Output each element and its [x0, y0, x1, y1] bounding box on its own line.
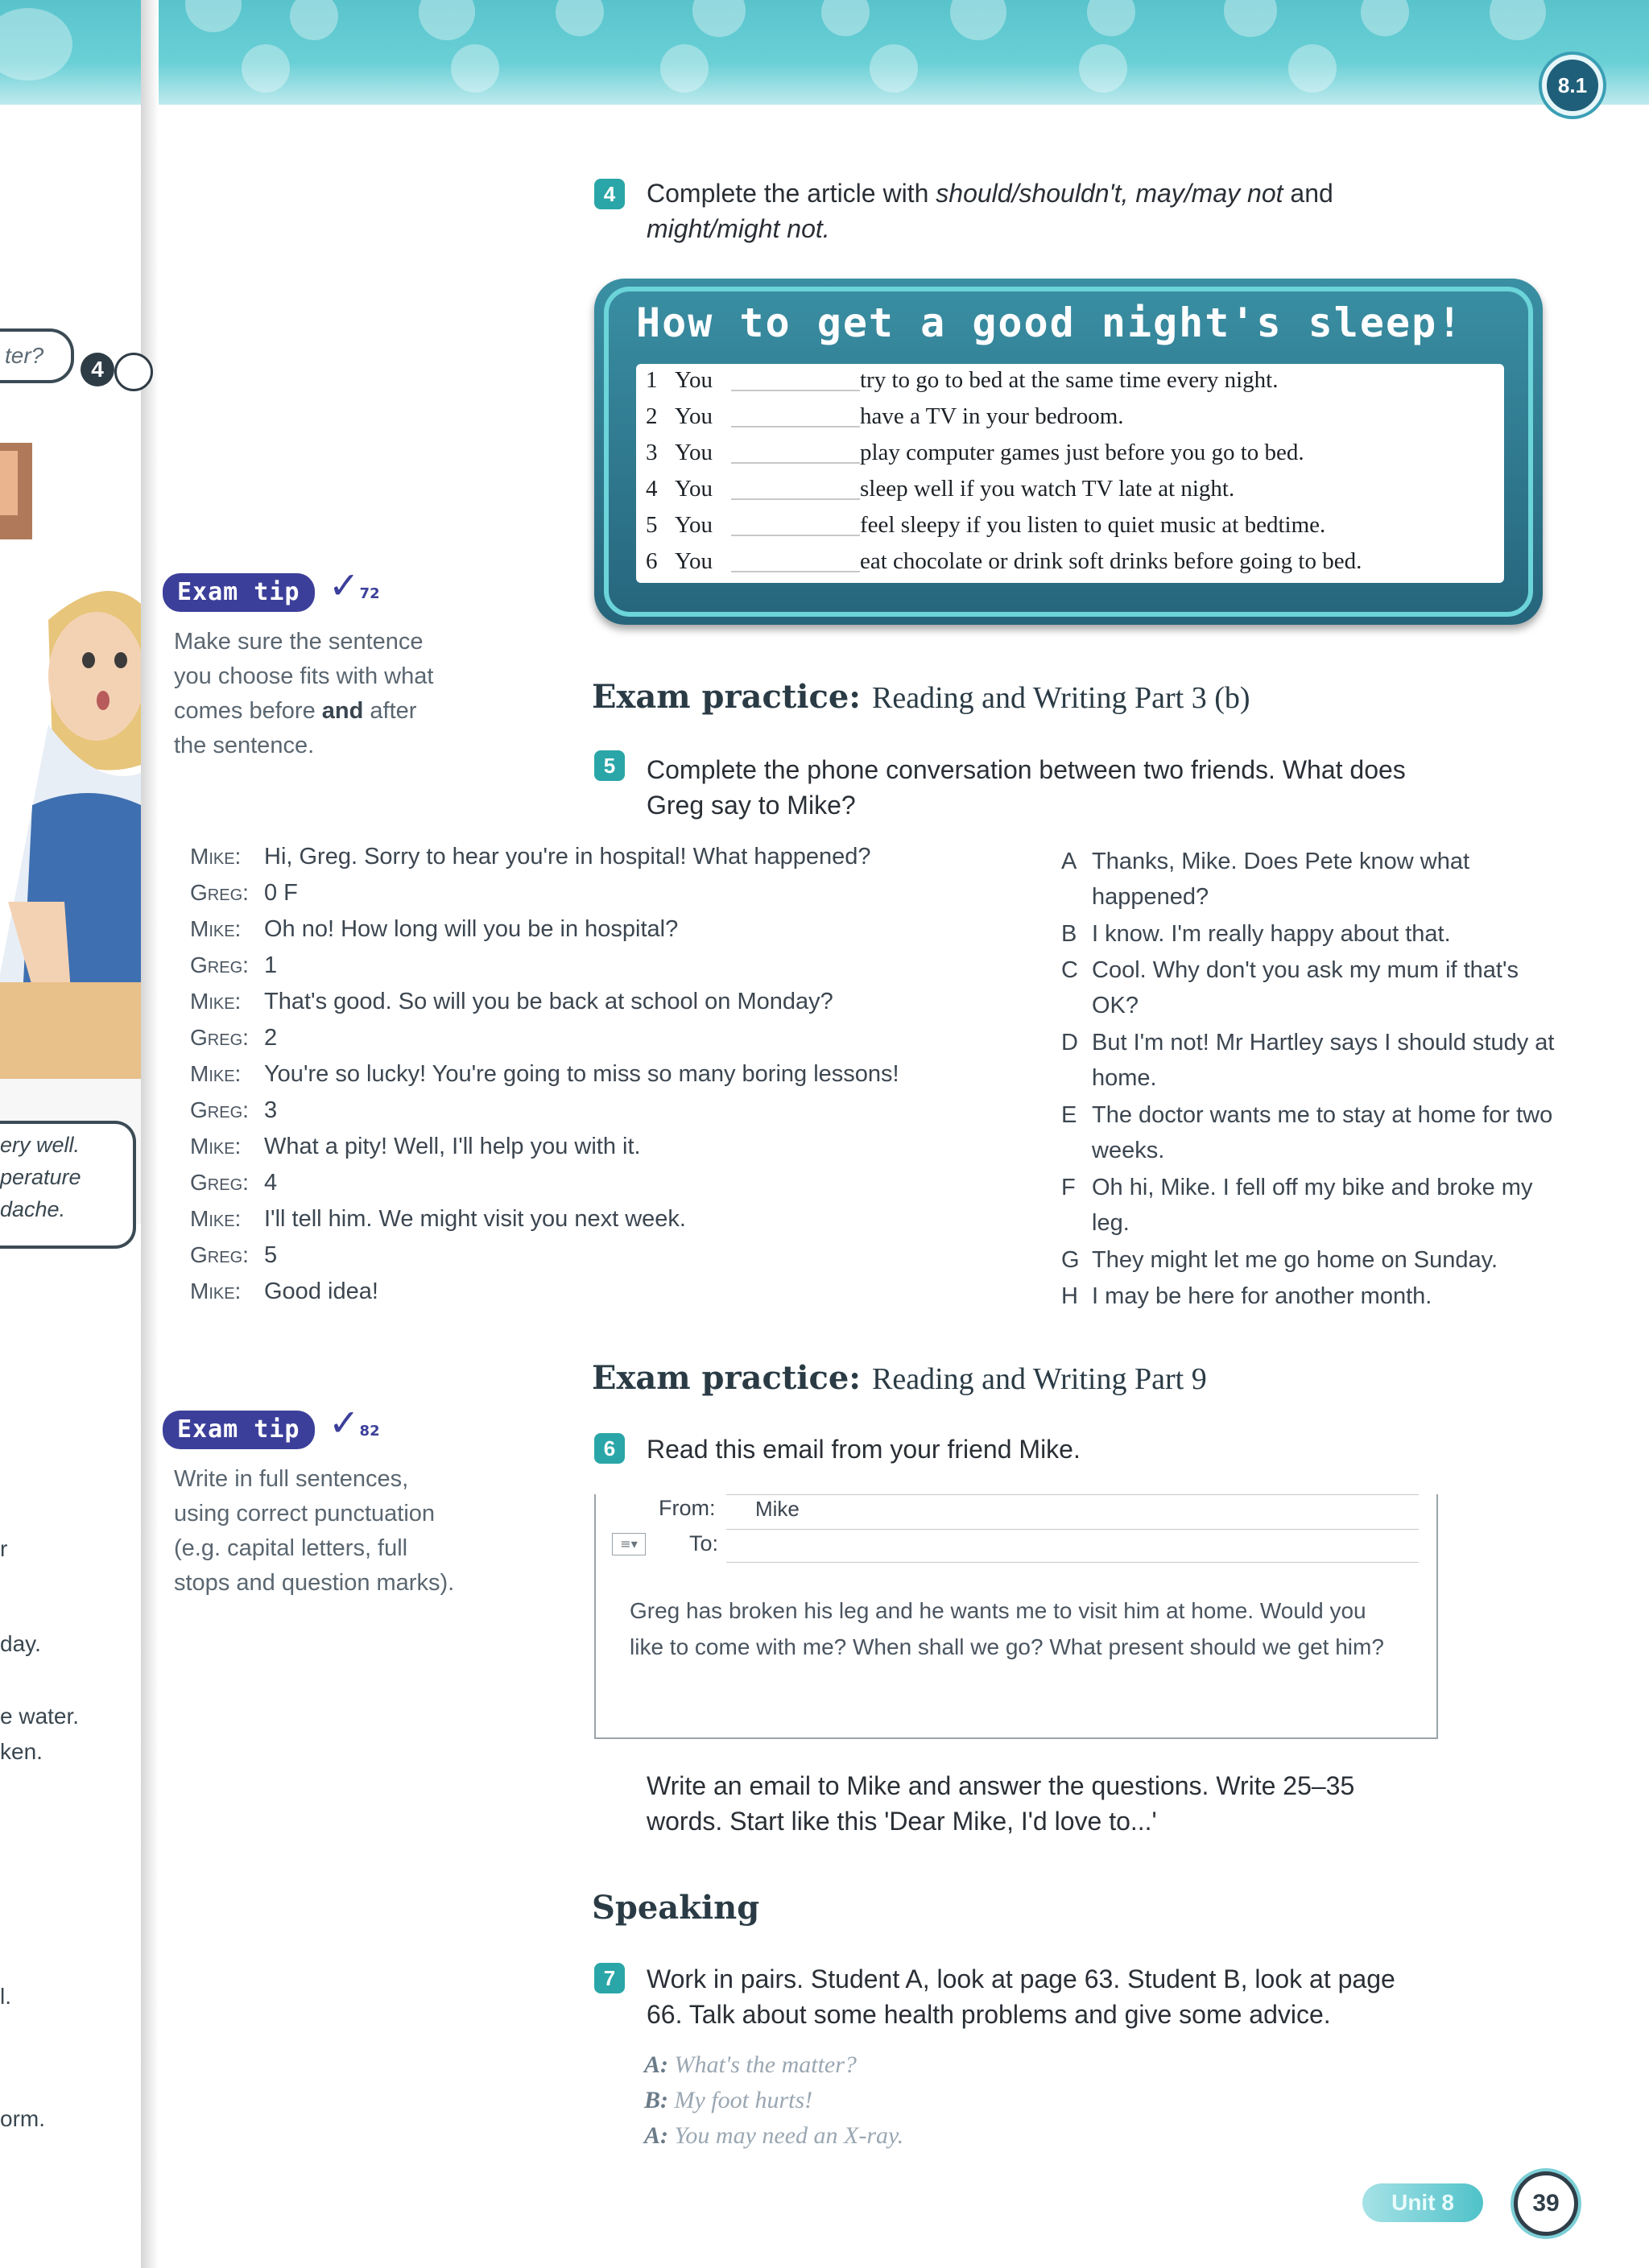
speaker: Mike: [190, 916, 242, 941]
answer-option [1061, 1170, 1577, 1241]
row-subject: You [675, 476, 713, 502]
tip-line: using correct punctuation [174, 1501, 436, 1526]
tip-line-part: after [370, 698, 417, 724]
dialogue-line [190, 844, 871, 870]
exercise-number-7: 7 [594, 1963, 625, 1993]
speaker: Mike: [190, 989, 242, 1014]
previous-page-line: e water. [0, 1704, 80, 1729]
email-to-field[interactable] [726, 1528, 1419, 1563]
speaking-example [644, 2087, 812, 2114]
tip-line [174, 694, 496, 729]
speaking-heading: Speaking [592, 1889, 760, 1927]
exam-tip-badge: Exam tip [163, 573, 315, 612]
row-text: feel sleepy if you listen to quiet music at bedtime. [860, 512, 1326, 538]
dialogue-line [190, 1025, 277, 1051]
article-row [636, 548, 1362, 575]
row-number: 4 [646, 476, 658, 502]
speaker: Greg: [190, 952, 249, 977]
answer-option [1061, 952, 1577, 1023]
speaker: Greg: [190, 1170, 249, 1195]
option-text: But I'm not! Mr Hartley says I should study at home. [1092, 1030, 1555, 1091]
answer-option [1061, 1279, 1577, 1314]
answer-option [1061, 1097, 1577, 1168]
line-text: What's the matter? [674, 2051, 857, 2078]
row-text: try to go to bed at the same time every night. [860, 367, 1279, 393]
dialogue-line [190, 1097, 277, 1124]
dialogue-line [190, 1134, 641, 1160]
exercise-number-5: 5 [594, 750, 625, 781]
option-letter: D [1061, 1030, 1078, 1056]
tip-line-bold: and [321, 698, 364, 724]
article-row [636, 367, 1278, 394]
instruction-italic: might/might not. [647, 214, 830, 243]
dialogue-line [190, 1170, 277, 1196]
option-letter: F [1061, 1175, 1076, 1200]
email-body: Greg has broken his leg and he wants me to visit him at home. Would you like to come with me? When shall we go? What present should we get him? [630, 1598, 1384, 1659]
option-letter: H [1061, 1283, 1078, 1309]
option-text: They might let me go home on Sunday. [1092, 1247, 1498, 1273]
option-letter: B [1061, 921, 1077, 947]
speaker: Mike: [190, 1279, 242, 1303]
exam-tip-ref: 82 [359, 1423, 380, 1440]
answer-option [1061, 1025, 1577, 1096]
speaker: Mike: [190, 844, 242, 869]
instruction-text: Complete the article with [647, 179, 936, 208]
tip-line: you choose fits with what [174, 663, 434, 689]
speaker: Greg: [190, 1025, 249, 1050]
row-text: eat chocolate or drink soft drinks before going to bed. [860, 548, 1362, 574]
answer-option [1061, 916, 1577, 952]
speaker: A: [644, 2122, 668, 2149]
option-letter: E [1061, 1102, 1077, 1128]
speaker: Mike: [190, 1206, 242, 1231]
task-line: Write an email to Mike and answer the questions. Write 25–35 [647, 1771, 1355, 1800]
exercise-number-6: 6 [594, 1433, 625, 1464]
tip-line: Write in full sentences, [174, 1466, 409, 1492]
article-row [636, 403, 1124, 430]
row-text: have a TV in your bedroom. [860, 403, 1124, 429]
exam-tip-badge: Exam tip [163, 1411, 315, 1449]
row-number: 2 [646, 403, 658, 429]
speaker: Greg: [190, 880, 249, 905]
option-text: I may be here for another month. [1092, 1283, 1432, 1309]
exercise-5-instruction [647, 752, 1540, 823]
row-number: 1 [646, 367, 658, 393]
article-panel [636, 364, 1504, 583]
speaking-example [644, 2122, 903, 2150]
dialogue-line [190, 1206, 686, 1233]
previous-exercise-number: 4 [81, 353, 114, 386]
instruction-line: 66. Talk about some health problems and give some advice. [647, 2000, 1331, 2029]
line-text: 4 [264, 1170, 278, 1196]
speaker: Greg: [190, 1242, 249, 1267]
answer-option [1061, 1242, 1577, 1278]
header-banner [0, 0, 1649, 105]
note-line: dache. [0, 1197, 66, 1221]
address-book-icon[interactable]: ≡▾ [612, 1533, 646, 1555]
exam-tip-text [174, 625, 496, 763]
heading-bold: Exam practice: [592, 678, 862, 716]
previous-page-line: l. [0, 1984, 11, 2009]
option-letter: A [1061, 849, 1077, 874]
dialogue-line [190, 916, 678, 943]
previous-page-line: r [0, 1536, 8, 1561]
heading-rest: Reading and Writing Part 3 (b) [872, 681, 1250, 715]
instruction-line: Work in pairs. Student A, look at page 63. Student B, look at page [647, 1964, 1395, 1993]
answer-option [1061, 844, 1577, 915]
row-subject: You [675, 548, 713, 574]
exercise-6-task [647, 1768, 1556, 1839]
exam-practice-heading [592, 1359, 1207, 1397]
gap-blank [731, 408, 860, 428]
exercise-number-4: 4 [594, 179, 625, 209]
previous-page-note [0, 1121, 136, 1249]
dialogue-line [190, 952, 277, 979]
line-text: Oh no! How long will you be in hospital? [264, 916, 679, 942]
row-subject: You [675, 512, 713, 538]
cartoon-illustration [0, 419, 141, 1224]
speaker: Mike: [190, 1134, 242, 1159]
checkmark-icon: ✓82 [329, 1401, 380, 1444]
gap-blank [731, 517, 860, 536]
line-text: 0 F [264, 880, 298, 906]
line-text: That's good. So will you be back at school on Monday? [264, 989, 833, 1014]
checkmark-icon: ✓72 [329, 564, 380, 607]
line-text: You're so lucky! You're going to miss so many boring lessons! [264, 1061, 899, 1087]
option-text: I know. I'm really happy about that. [1092, 921, 1451, 947]
heading-rest: Reading and Writing Part 9 [872, 1362, 1207, 1396]
instruction-text: and [1283, 179, 1333, 208]
instruction-italic: should/shouldn't, may/may not [936, 179, 1283, 208]
dialogue-line [190, 880, 298, 907]
email-from-field[interactable] [726, 1494, 1419, 1530]
speaker: A: [644, 2051, 668, 2078]
unit-section-badge: 8.1 [1542, 55, 1603, 116]
gap-blank [731, 553, 860, 572]
row-number: 6 [646, 548, 658, 574]
article-row [636, 440, 1304, 466]
dialogue-line [190, 1061, 899, 1088]
previous-page-speech-bubble: ter? [0, 328, 74, 383]
previous-page-line: ken. [0, 1739, 43, 1764]
line-text: I'll tell him. We might visit you next week. [264, 1206, 686, 1232]
article-row [636, 512, 1325, 539]
option-text: Oh hi, Mike. I fell off my bike and broke my leg. [1092, 1175, 1533, 1236]
gap-blank [731, 444, 860, 464]
option-text: Cool. Why don't you ask my mum if that's OK? [1092, 957, 1519, 1018]
option-letter: G [1061, 1247, 1080, 1273]
gap-blank [731, 372, 860, 391]
option-text: The doctor wants me to stay at home for two weeks. [1092, 1102, 1553, 1163]
instruction-line: Greg say to Mike? [647, 791, 856, 820]
exam-practice-heading [592, 678, 1250, 716]
email-from-label: From: [659, 1496, 716, 1520]
row-subject: You [675, 440, 713, 465]
line-text: 2 [264, 1025, 278, 1051]
row-number: 5 [646, 512, 658, 538]
email-to-label: To: [689, 1531, 719, 1555]
row-subject: You [675, 367, 713, 393]
note-line: perature [0, 1165, 81, 1189]
line-text: Hi, Greg. Sorry to hear you're in hospital! What happened? [264, 844, 871, 870]
speaker: Greg: [190, 1097, 249, 1122]
exam-tip-ref: 72 [359, 585, 380, 602]
email-from-value: Mike [755, 1497, 800, 1521]
row-text: play computer games just before you go to bed. [860, 440, 1304, 465]
exercise-6-instruction: Read this email from your friend Mike. [647, 1435, 1081, 1464]
dialogue-line [190, 1279, 378, 1305]
speaker: B: [644, 2087, 668, 2113]
note-line: ery well. [0, 1133, 81, 1157]
tip-line-part: comes before [174, 698, 316, 724]
option-letter: C [1061, 957, 1078, 983]
line-text: 5 [264, 1242, 278, 1268]
heading-bold: Exam practice: [592, 1359, 862, 1397]
speaker: Mike: [190, 1061, 242, 1086]
page-number: 39 [1514, 2171, 1578, 2236]
line-text: What a pity! Well, I'll help you with it. [264, 1134, 641, 1159]
tip-line: stops and question marks). [174, 1570, 455, 1596]
previous-exercise-circle [114, 353, 153, 391]
row-number: 3 [646, 440, 658, 465]
speaking-instruction [647, 1961, 1556, 2032]
tip-line: Make sure the sentence [174, 629, 424, 655]
dialogue-line [190, 1242, 277, 1269]
task-line: words. Start like this 'Dear Mike, I'd love to...' [647, 1807, 1157, 1836]
unit-label: Unit 8 [1362, 2183, 1483, 2222]
page-spine [141, 0, 159, 2268]
speaking-example [644, 2051, 857, 2079]
previous-page-line: day. [0, 1631, 41, 1656]
line-text: Good idea! [264, 1279, 378, 1304]
option-text: Thanks, Mike. Does Pete know what happened? [1092, 849, 1470, 910]
line-text: 1 [264, 952, 278, 978]
line-text: 3 [264, 1097, 278, 1123]
dialogue-line [190, 989, 833, 1015]
tip-line: the sentence. [174, 733, 315, 758]
article-title: How to get a good night's sleep! [636, 300, 1464, 346]
exam-tip-text [174, 1462, 512, 1601]
row-text: sleep well if you watch TV late at night. [860, 476, 1235, 502]
previous-page-line: orm. [0, 2106, 45, 2131]
line-text: You may need an X-ray. [674, 2122, 904, 2149]
tip-line: (e.g. capital letters, full [174, 1535, 408, 1561]
gap-blank [731, 481, 860, 500]
article-row [636, 476, 1234, 502]
exercise-4-instruction [647, 176, 1540, 246]
row-subject: You [675, 403, 713, 429]
line-text: My foot hurts! [674, 2087, 813, 2113]
instruction-line: Complete the phone conversation between two friends. What does [647, 755, 1406, 784]
